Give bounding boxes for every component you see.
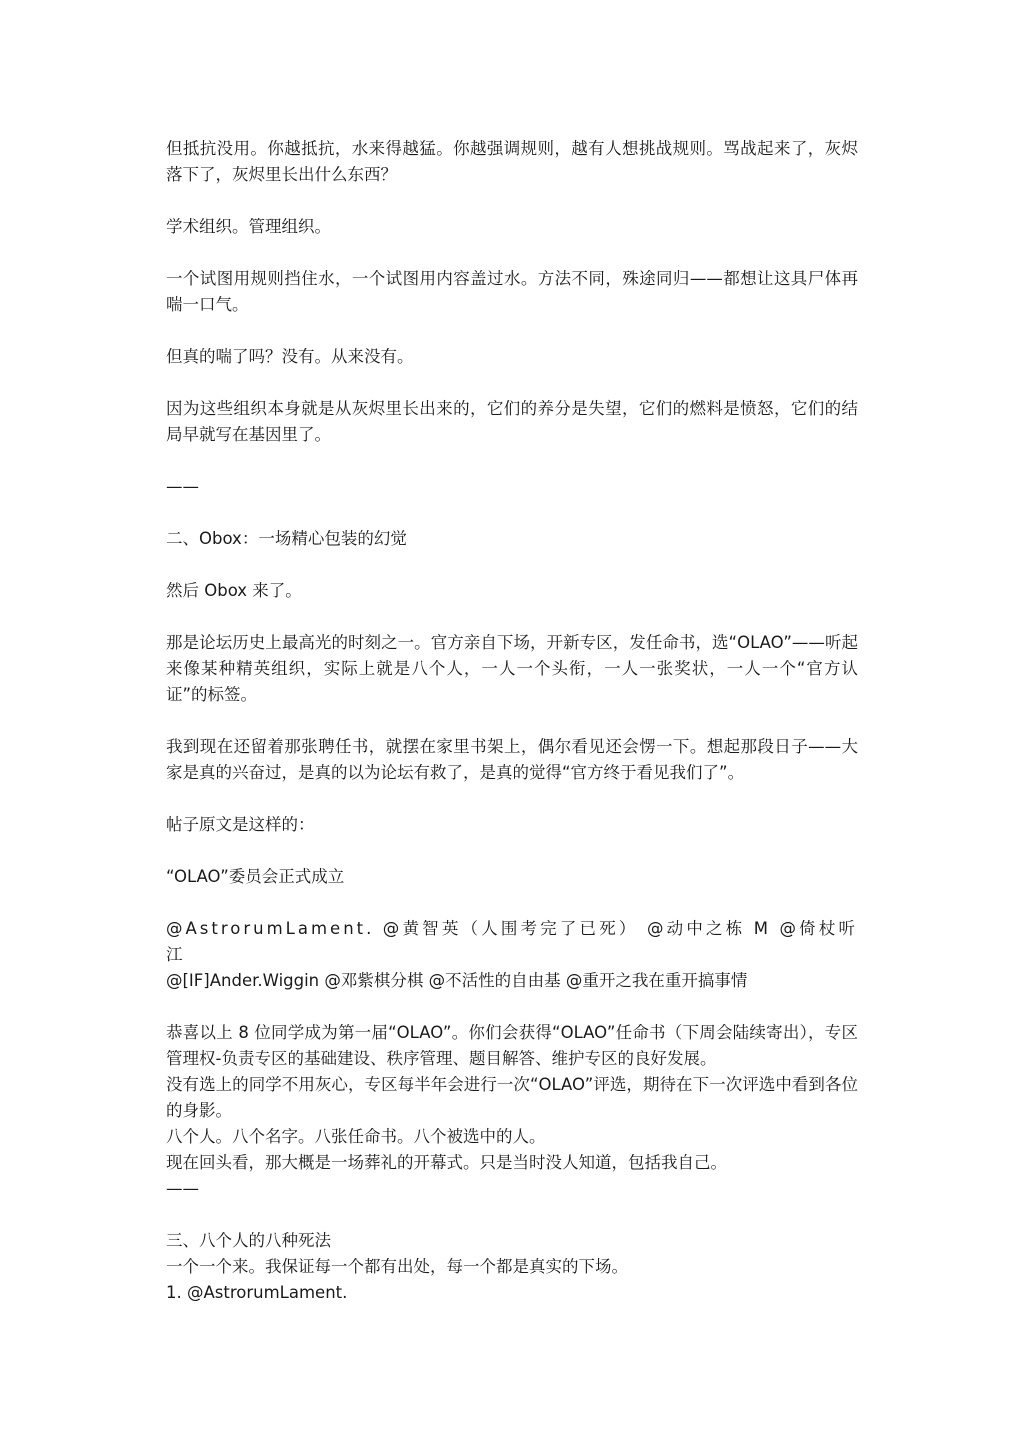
paragraph: 现在回头看，那大概是一场葬礼的开幕式。只是当时没人知道，包括我自己。 — [166, 1153, 727, 1172]
mention-line: @[IF]Ander.Wiggin @邓紫棋分棋 @不活性的自由基 @重开之我在重开搞事情 — [166, 971, 748, 990]
list-item: 1. @AstrorumLament. — [166, 1283, 348, 1302]
paragraph: 帖子原文是这样的： — [166, 815, 315, 834]
document-body — [166, 136, 858, 1306]
section-heading: 二、Obox：一场精心包装的幻觉 — [166, 529, 407, 548]
paragraph: 八个人。八个名字。八张任命书。八个被选中的人。 — [166, 1127, 546, 1146]
paragraph: 然后 Obox 来了。 — [166, 581, 302, 600]
quote-title: “OLAO”委员会正式成立 — [166, 867, 345, 886]
section-heading: 三、八个人的八种死法 — [166, 1231, 331, 1250]
quote-paragraph: 没有选上的同学不用灰心，专区每半年会进行一次“OLAO”评选，期待在下一次评选中看到各位的身影。 — [166, 1075, 858, 1120]
paragraph: 一个一个来。我保证每一个都有出处，每一个都是真实的下场。 — [166, 1257, 628, 1276]
paragraph: 因为这些组织本身就是从灰烬里长出来的，它们的养分是失望，它们的燃料是愤怒，它们的结局早就写在基因里了。 — [166, 399, 858, 444]
paragraph: 但真的喘了吗？没有。从来没有。 — [166, 347, 414, 366]
paragraph: 我到现在还留着那张聘任书，就摆在家里书架上，偶尔看见还会愣一下。想起那段日子——大家是真的兴奋过，是真的以为论坛有救了，是真的觉得“官方终于看见我们了”。 — [166, 737, 858, 782]
mention-line: @AstrorumLament. @黄智英（人围考完了已死） @动中之栋 M @倚杖听江 — [166, 919, 858, 964]
paragraph: 学术组织。管理组织。 — [166, 217, 331, 236]
section-divider: —— — [166, 477, 199, 496]
quote-paragraph: 恭喜以上 8 位同学成为第一届“OLAO”。你们会获得“OLAO”任命书（下周会陆续寄出），专区管理权-负责专区的基础建设、秩序管理、题目解答、维护专区的良好发展。 — [166, 1023, 858, 1068]
paragraph: 那是论坛历史上最高光的时刻之一。官方亲自下场，开新专区，发任命书，选“OLAO”——听起来像某种精英组织，实际上就是八个人，一人一个头衔，一人一张奖状，一人一个“官方认证”的标签。 — [166, 633, 858, 704]
paragraph: 但抵抗没用。你越抵抗，水来得越猛。你越强调规则，越有人想挑战规则。骂战起来了，灰烬落下了，灰烬里长出什么东西？ — [166, 139, 858, 184]
paragraph: 一个试图用规则挡住水，一个试图用内容盖过水。方法不同，殊途同归——都想让这具尸体再喘一口气。 — [166, 269, 858, 314]
section-divider: —— — [166, 1179, 199, 1198]
